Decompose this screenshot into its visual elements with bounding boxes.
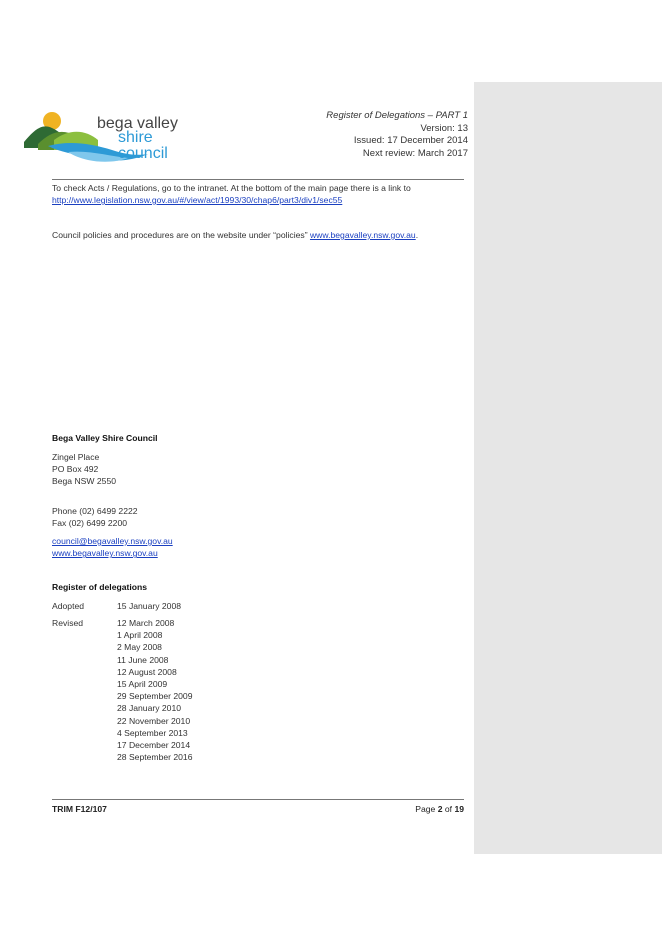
online-contacts: [52, 535, 173, 559]
trim-reference: TRIM F12/107: [52, 804, 107, 814]
logo-text-line2: shire council: [118, 129, 168, 162]
revised-date: 29 September 2009: [117, 691, 193, 702]
revised-date: 22 November 2010: [117, 715, 191, 726]
address-line: Bega NSW 2550: [52, 476, 117, 487]
register-heading: Register of delegations: [52, 582, 148, 592]
legislation-link[interactable]: http://www.legislation.nsw.gov.au/#/view/act/1993/30/chap6/part3/div1/sec55: [52, 195, 343, 205]
revised-date: 28 January 2010: [117, 703, 182, 714]
header-divider: [52, 179, 464, 180]
revised-date: 1 April 2008: [117, 630, 163, 641]
revised-date: 4 September 2013: [117, 727, 188, 738]
revised-date: 28 September 2016: [117, 752, 193, 763]
phone-fax: [52, 505, 138, 529]
revised-date: 17 December 2014: [117, 740, 191, 751]
policies-text: Council policies and procedures are on the website under “policies”: [52, 230, 308, 240]
comment-pane: [474, 82, 662, 854]
document-next-review: Next review: March 2017: [362, 147, 468, 159]
revised-date: 12 August 2008: [117, 666, 177, 677]
phone-number: Phone (02) 6499 2222: [52, 506, 138, 516]
document-header-info: [300, 110, 468, 160]
address-line: Zingel Place: [52, 452, 100, 462]
revised-date: 12 March 2008: [117, 618, 175, 628]
postal-address: [52, 451, 116, 488]
revised-date: 15 April 2009: [117, 679, 168, 690]
page-number: [415, 804, 464, 815]
council-logo: [24, 106, 204, 164]
revised-dates-list: [117, 617, 267, 763]
page-current: 2: [437, 804, 443, 814]
email-link[interactable]: council@begavalley.nsw.gov.au: [52, 536, 173, 546]
policies-end: .: [415, 230, 419, 240]
revised-date: 11 June 2008: [117, 654, 169, 665]
document-title: Register of Delegations – PART 1: [326, 110, 468, 121]
document-version: Version: 13: [420, 122, 468, 134]
footer-divider: [52, 799, 464, 800]
website-link[interactable]: www.begavalley.nsw.gov.au: [52, 548, 158, 559]
page-total: 19: [454, 804, 464, 814]
fax-number: Fax (02) 6499 2200: [52, 518, 128, 529]
address-line: PO Box 492: [52, 464, 99, 475]
revised-date: 2 May 2008: [117, 642, 162, 653]
policies-website-link[interactable]: www.begavalley.nsw.gov.au: [309, 230, 416, 240]
page-of: of: [442, 804, 455, 814]
revised-label: Revised: [52, 618, 84, 628]
legislation-link-line: [52, 195, 342, 207]
page-prefix: Page: [415, 804, 438, 814]
policies-paragraph: [52, 230, 418, 242]
adopted-date: 15 January 2008: [117, 601, 182, 611]
council-name-heading: Bega Valley Shire Council: [52, 433, 158, 443]
intranet-instruction: To check Acts / Regulations, go to the intranet. At the bottom of the main page there is a link to: [52, 183, 411, 193]
logo-text-line1: bega valley: [97, 115, 178, 132]
document-issued: Issued: 17 December 2014: [353, 135, 468, 146]
adopted-label: Adopted: [52, 601, 85, 611]
